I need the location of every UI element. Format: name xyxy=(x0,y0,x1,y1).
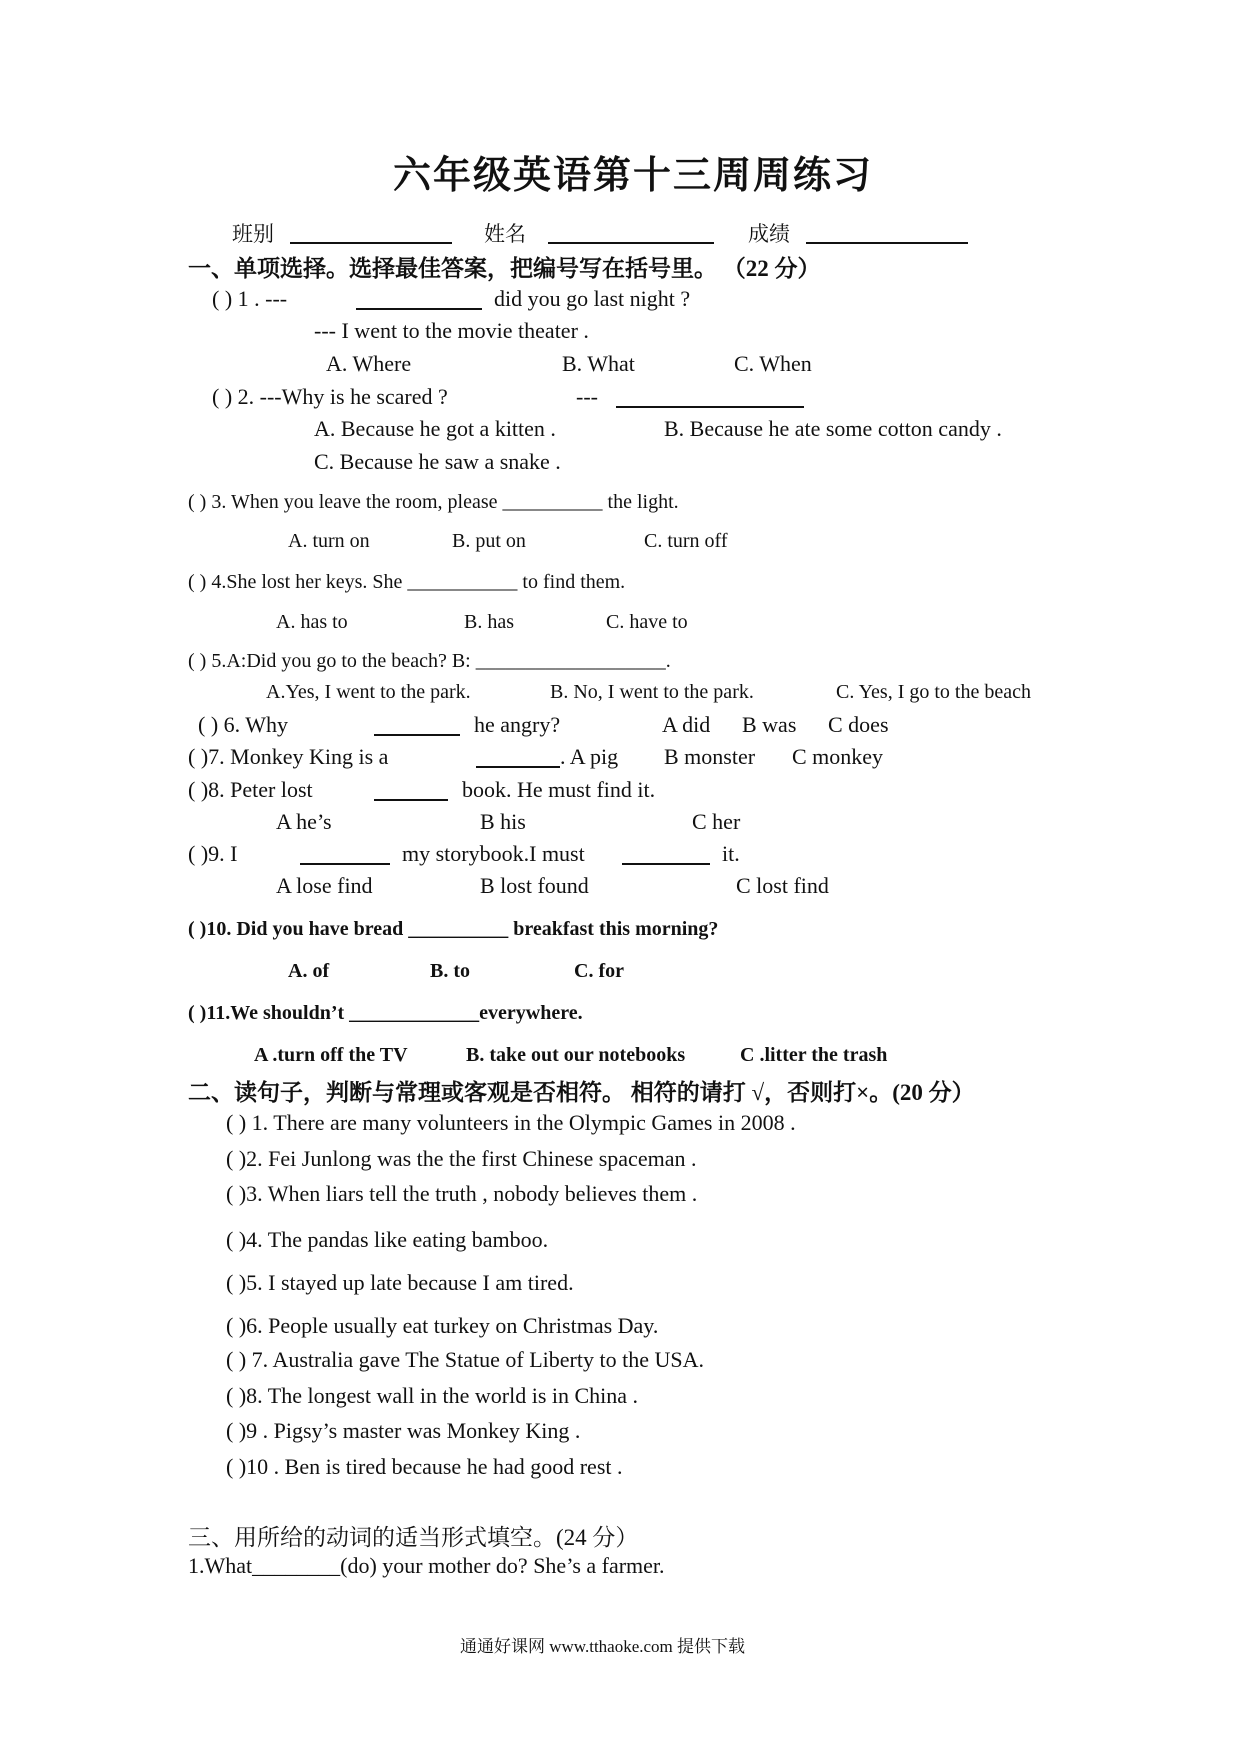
q7-blank[interactable] xyxy=(476,766,560,768)
q9-blank-1[interactable] xyxy=(300,863,390,865)
q1-option-b: B. What xyxy=(562,351,635,376)
q3-stem: ( ) 3. When you leave the room, please __________ the light. xyxy=(188,491,679,513)
section2-heading: 二、读句子，判断与常理或客观是否相符。 相符的请打 √，否则打×。(20 分） xyxy=(188,1080,975,1105)
q8-option-a: A he’s xyxy=(276,809,332,834)
class-field[interactable] xyxy=(290,242,452,244)
section3-q1: 1.What________(do) your mother do? She’s a farmer. xyxy=(188,1553,665,1578)
score-label: 成绩 xyxy=(748,222,790,246)
q11-stem: ( )11.We shouldn’t _____________everywhere. xyxy=(188,1002,583,1024)
q10-option-b: B. to xyxy=(430,960,470,982)
q9-text: my storybook.I must xyxy=(402,841,585,866)
score-field[interactable] xyxy=(806,242,968,244)
q7-option-a: . A pig xyxy=(560,744,619,769)
q2-option-c: C. Because he saw a snake . xyxy=(314,449,561,474)
section1-heading: 一、单项选择。选择最佳答案，把编号写在括号里。 （22 分） xyxy=(188,256,821,281)
q8-blank[interactable] xyxy=(374,799,448,801)
q7-option-c: C monkey xyxy=(792,744,884,769)
footer-credit: 通通好课网 www.tthaoke.com 提供下载 xyxy=(460,1637,746,1656)
q6-stem: ( ) 6. Why xyxy=(198,712,289,737)
q2-blank[interactable] xyxy=(616,406,804,408)
q8-stem: ( )8. Peter lost xyxy=(188,777,313,802)
q9-end: it. xyxy=(722,841,740,866)
judge-item: ( )9 . Pigsy’s master was Monkey King . xyxy=(226,1418,581,1443)
q6-blank[interactable] xyxy=(374,734,460,736)
q10-stem: ( )10. Did you have bread __________ breakfast this morning? xyxy=(188,918,719,940)
q2-option-a: A. Because he got a kitten . xyxy=(314,416,556,441)
q1-text: did you go last night ? xyxy=(494,286,691,311)
judge-item: ( )10 . Ben is tired because he had good rest . xyxy=(226,1454,623,1479)
q8-option-c: C her xyxy=(692,809,741,834)
q7-stem: ( )7. Monkey King is a xyxy=(188,744,389,769)
judge-item: ( ) 1. There are many volunteers in the Olympic Games in 2008 . xyxy=(226,1110,796,1135)
q9-option-b: B lost found xyxy=(480,873,589,898)
section3-heading: 三、用所给的动词的适当形式填空。(24 分） xyxy=(188,1525,639,1550)
q11-option-b: B. take out our notebooks xyxy=(466,1044,686,1066)
q5-stem: ( ) 5.A:Did you go to the beach? B: ___________________. xyxy=(188,650,671,672)
q6-option-c: C does xyxy=(828,712,889,737)
q6-text: he angry? xyxy=(474,712,561,737)
judge-item: ( )6. People usually eat turkey on Christmas Day. xyxy=(226,1313,659,1338)
q8-option-b: B his xyxy=(480,809,526,834)
q6-option-b: B was xyxy=(742,712,797,737)
q11-option-c: C .litter the trash xyxy=(740,1044,888,1066)
class-label: 班别 xyxy=(232,222,274,246)
q4-option-c: C. have to xyxy=(606,611,688,633)
judge-item: ( )5. I stayed up late because I am tired. xyxy=(226,1270,574,1295)
name-label: 姓名 xyxy=(484,222,526,246)
q2-stem-text: ( ) 2. ---Why is he scared ? xyxy=(212,384,448,409)
q3-option-b: B. put on xyxy=(452,530,526,552)
q11-option-a: A .turn off the TV xyxy=(254,1044,408,1066)
q2-dash: --- xyxy=(576,384,598,409)
q2-option-b: B. Because he ate some cotton candy . xyxy=(664,416,1002,441)
q6-option-a: A did xyxy=(662,712,711,737)
judge-item: ( ) 7. Australia gave The Statue of Liberty to the USA. xyxy=(226,1347,704,1372)
judge-item: ( )3. When liars tell the truth , nobody believes them . xyxy=(226,1181,698,1206)
q7-option-b: B monster xyxy=(664,744,756,769)
q9-option-a: A lose find xyxy=(276,873,373,898)
q1-option-a: A. Where xyxy=(326,351,412,376)
judge-item: ( )8. The longest wall in the world is in China . xyxy=(226,1383,639,1408)
q3-option-a: A. turn on xyxy=(288,530,370,552)
q5-option-b: B. No, I went to the park. xyxy=(550,681,754,703)
q9-blank-2[interactable] xyxy=(622,863,710,865)
q1-stem: ( ) 1 . --- xyxy=(212,286,288,311)
q9-stem: ( )9. I xyxy=(188,841,238,866)
q9-option-c: C lost find xyxy=(736,873,829,898)
q8-text: book. He must find it. xyxy=(462,777,656,802)
q4-stem: ( ) 4.She lost her keys. She ___________ to find them. xyxy=(188,571,626,593)
judge-item: ( )2. Fei Junlong was the the first Chinese spaceman . xyxy=(226,1146,697,1171)
q4-option-b: B. has xyxy=(464,611,514,633)
q10-option-a: A. of xyxy=(288,960,330,982)
q1-blank[interactable] xyxy=(356,308,482,310)
name-field[interactable] xyxy=(548,242,714,244)
q4-option-a: A. has to xyxy=(276,611,348,633)
q5-option-c: C. Yes, I go to the beach xyxy=(836,681,1031,703)
q1-option-c: C. When xyxy=(734,351,812,376)
q3-option-c: C. turn off xyxy=(644,530,728,552)
page-title: 六年级英语第十三周周练习 xyxy=(393,155,874,197)
q1-reply: --- I went to the movie theater . xyxy=(314,318,589,343)
q10-option-c: C. for xyxy=(574,960,624,982)
judge-item: ( )4. The pandas like eating bamboo. xyxy=(226,1227,549,1252)
q5-option-a: A.Yes, I went to the park. xyxy=(266,681,471,703)
